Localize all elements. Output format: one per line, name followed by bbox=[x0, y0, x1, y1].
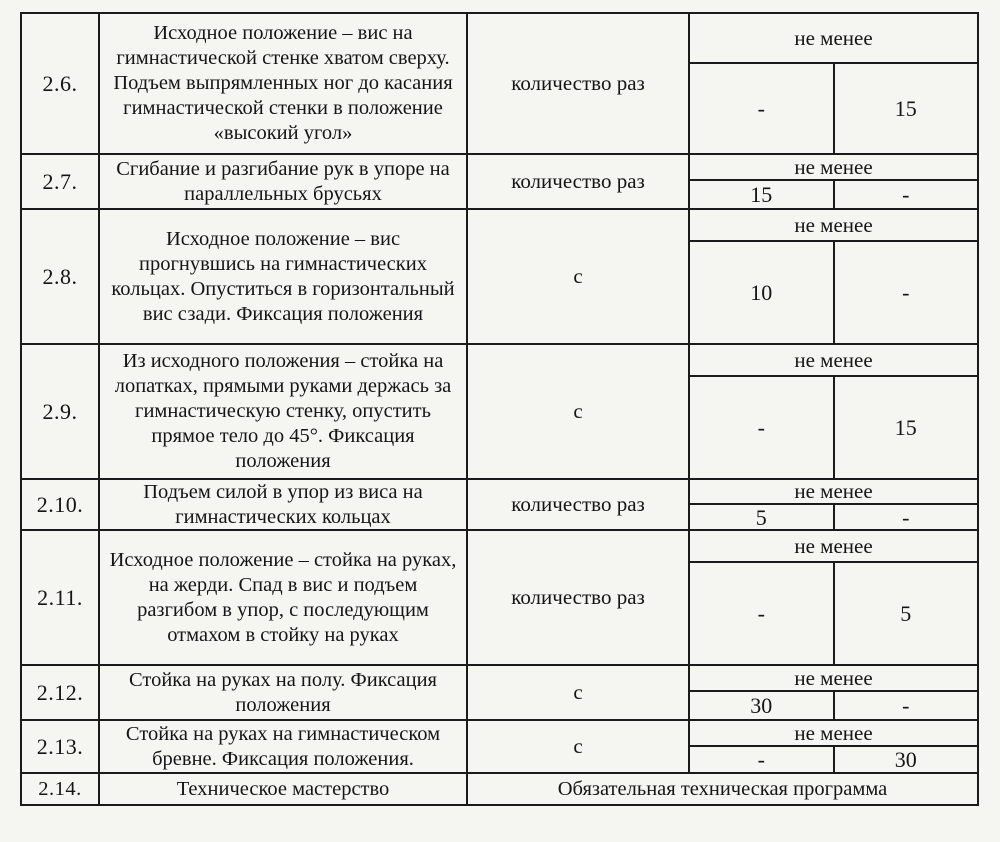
table-row bbox=[22, 480, 977, 531]
exercise-description: Исходное положение – стойка на руках, на жерди. Спад в вис и подъем разгибом в упор, с последующим отмахом в стойку на руках bbox=[100, 531, 468, 664]
norm-value-left: 30 bbox=[690, 692, 835, 719]
norm-header: не менее bbox=[690, 480, 977, 505]
exercise-description: Техническое мастерство bbox=[100, 774, 468, 804]
norm-value-right: 5 bbox=[900, 600, 912, 626]
norm-value-right: - bbox=[902, 692, 910, 718]
norm-value-left: 15 bbox=[690, 181, 835, 208]
norm-cell bbox=[690, 210, 977, 343]
norm-value-right: - bbox=[902, 505, 910, 530]
norm-value-left: 10 bbox=[690, 242, 835, 343]
table-row bbox=[22, 155, 977, 210]
exercise-description: Исходное положение – вис на гимнастической стенке хватом сверху. Подъем выпрямленных ног до касания гимнастической стенки в положение «высокий угол» bbox=[100, 14, 468, 153]
norm-cell bbox=[690, 14, 977, 153]
norm-value-right: - bbox=[902, 279, 910, 305]
norm-values bbox=[690, 563, 977, 664]
unit-label: количество раз bbox=[468, 14, 690, 153]
norm-header: не менее bbox=[690, 14, 977, 64]
norm-header: не менее bbox=[690, 666, 977, 692]
row-number: 2.11. bbox=[22, 531, 100, 664]
norm-header: не менее bbox=[690, 345, 977, 377]
unit-label: с bbox=[468, 721, 690, 772]
norm-header: не менее bbox=[690, 155, 977, 181]
norm-header: не менее bbox=[690, 531, 977, 563]
exercise-description: Стойка на руках на гимнастическом бревне. Фиксация положения. bbox=[100, 721, 468, 772]
norm-cell bbox=[690, 531, 977, 664]
norm-values bbox=[690, 505, 977, 531]
norm-value-left: - bbox=[690, 563, 835, 664]
row-number: 2.10. bbox=[22, 480, 100, 529]
norm-value-right: 15 bbox=[894, 414, 917, 440]
unit-label: с bbox=[468, 210, 690, 343]
norm-values bbox=[690, 692, 977, 719]
norm-value-left: - bbox=[690, 747, 835, 773]
exercise-description: Исходное положение – вис прогнувшись на гимнастических кольцах. Опуститься в горизонтальный вис сзади. Фиксация положения bbox=[100, 210, 468, 343]
norm-values bbox=[690, 242, 977, 343]
norm-values bbox=[690, 747, 977, 773]
table-row bbox=[22, 774, 977, 804]
norm-values bbox=[690, 64, 977, 153]
table-row bbox=[22, 721, 977, 774]
norm-value-left: - bbox=[690, 377, 835, 478]
norm-header: не менее bbox=[690, 210, 977, 242]
standards-table bbox=[20, 12, 979, 806]
norm-cell bbox=[690, 480, 977, 529]
norm-value-right: - bbox=[902, 181, 910, 207]
norm-cell bbox=[690, 345, 977, 478]
norm-value-right: 30 bbox=[894, 747, 917, 772]
table-row bbox=[22, 666, 977, 721]
unit-label: с bbox=[468, 345, 690, 478]
exercise-description: Стойка на руках на полу. Фиксация положения bbox=[100, 666, 468, 719]
norm-header: не менее bbox=[690, 721, 977, 747]
row-number: 2.13. bbox=[22, 721, 100, 772]
unit-label: количество раз bbox=[468, 155, 690, 208]
row-number: 2.12. bbox=[22, 666, 100, 719]
unit-label: количество раз bbox=[468, 480, 690, 529]
table-row bbox=[22, 345, 977, 480]
norm-cell bbox=[690, 721, 977, 772]
row-number: 2.7. bbox=[22, 155, 100, 208]
norm-cell bbox=[690, 155, 977, 208]
norm-value-right: 15 bbox=[894, 95, 917, 121]
unit-label: с bbox=[468, 666, 690, 719]
exercise-description: Из исходного положения – стойка на лопатках, прямыми руками держась за гимнастическую стенку, опустить прямое тело до 45°. Фиксация положения bbox=[100, 345, 468, 478]
norm-values bbox=[690, 181, 977, 208]
row-number: 2.9. bbox=[22, 345, 100, 478]
table-row bbox=[22, 531, 977, 666]
row-number: 2.14. bbox=[22, 774, 100, 804]
unit-label: количество раз bbox=[468, 531, 690, 664]
exercise-description: Сгибание и разгибание рук в упоре на параллельных брусьях bbox=[100, 155, 468, 208]
norm-cell bbox=[690, 666, 977, 719]
norm-value-left: 5 bbox=[690, 505, 835, 531]
norm-values bbox=[690, 377, 977, 478]
row-number: 2.8. bbox=[22, 210, 100, 343]
row-number: 2.6. bbox=[22, 14, 100, 153]
table-row bbox=[22, 14, 977, 155]
exercise-description: Подъем силой в упор из виса на гимнастических кольцах bbox=[100, 480, 468, 529]
merged-program-cell: Обязательная техническая программа bbox=[557, 777, 888, 800]
norm-value-left: - bbox=[690, 64, 835, 153]
table-row bbox=[22, 210, 977, 345]
